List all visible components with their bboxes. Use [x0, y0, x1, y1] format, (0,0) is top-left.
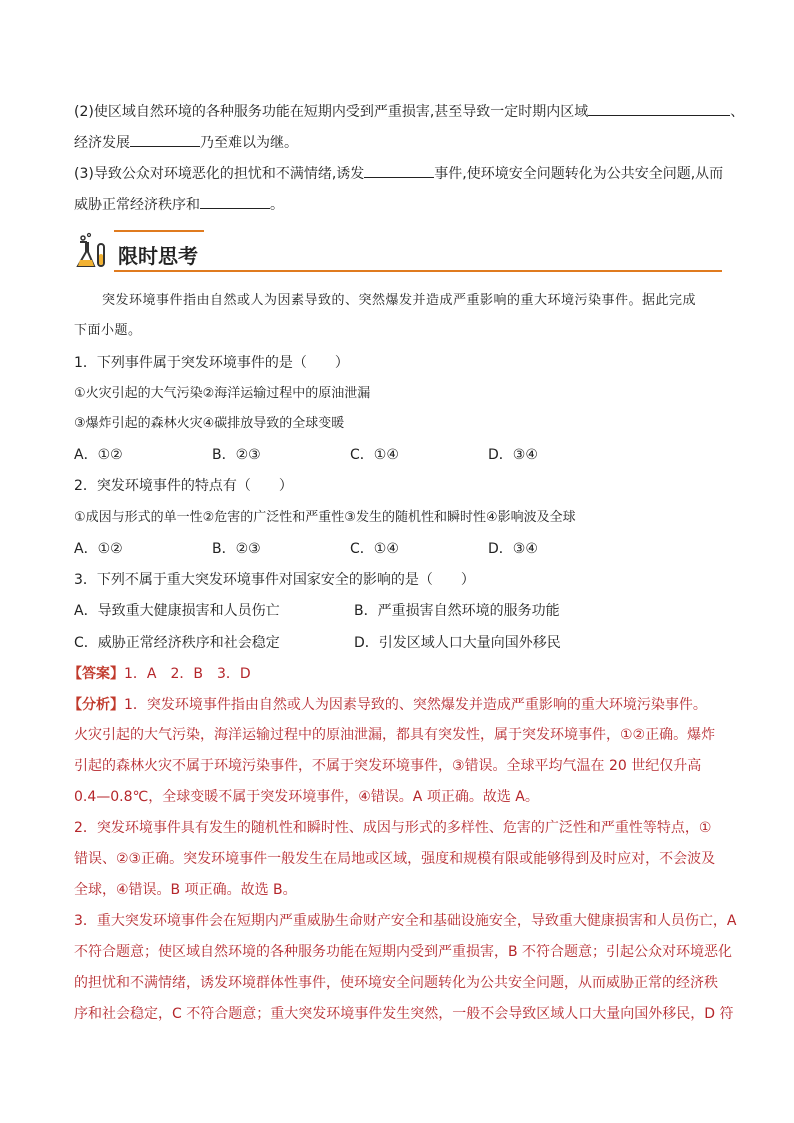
analysis-label: 【分析】	[68, 697, 124, 713]
option-c[interactable]: C．威胁正常经济秩序和社会稳定	[74, 635, 280, 651]
analysis-text: 引起的森林火灾不属于环境污染事件，不属于突发环境事件，③错误。全球平均气温在 20 世纪仅升高	[74, 758, 702, 774]
option-a[interactable]: A．①②	[74, 541, 123, 557]
question-3-stem: 3．下列不属于重大突发环境事件对国家安全的影响的是（ ）	[74, 572, 475, 588]
answer-text: 1．A 2．B 3．D	[124, 666, 251, 682]
question-3-options-row2	[74, 633, 561, 653]
fill-blank-line-2b	[74, 132, 298, 153]
answer-blank[interactable]	[130, 132, 200, 147]
analysis-text: 2．突发环境事件具有发生的随机性和瞬时性、成因与形式的多样性、危害的广泛性和严重性等特点，①	[74, 820, 712, 836]
text: 。	[270, 197, 284, 213]
question-2-items: ①成因与形式的单一性②危害的广泛性和严重性③发生的随机性和瞬时性④影响波及全球	[74, 510, 576, 525]
option-a[interactable]: A．①②	[74, 447, 123, 463]
fill-blank-line-3a	[74, 163, 723, 184]
text: 乃至难以为继。	[200, 135, 298, 151]
analysis-text: 全球，④错误。B 项正确。故选 B。	[74, 882, 297, 898]
question-2-options	[74, 539, 538, 559]
section-header	[68, 228, 722, 272]
answer-line	[68, 664, 251, 684]
option-c[interactable]: C．①④	[350, 447, 399, 463]
option-c[interactable]: C．①④	[350, 541, 399, 557]
analysis-text: 0.4—0.8℃，全球变暖不属于突发环境事件，④错误。A 项正确。故选 A。	[74, 789, 539, 805]
option-d[interactable]: D．③④	[488, 447, 538, 463]
answer-label: 【答案】	[68, 666, 124, 682]
question-2-stem: 2．突发环境事件的特点有（ ）	[74, 478, 293, 494]
analysis-text: 序和社会稳定，C 不符合题意；重大突发环境事件发生突然，一般不会导致区域人口大量向国外移民，D 符	[74, 1006, 734, 1022]
analysis-text: 1．突发环境事件指由自然或人为因素导致的、突然爆发并造成严重影响的重大环境污染事件。	[124, 697, 707, 713]
option-a[interactable]: A．导致重大健康损害和人员伤亡	[74, 603, 280, 619]
section-rule-top	[114, 230, 204, 232]
text: 威胁正常经济秩序和	[74, 197, 200, 213]
analysis-text: 火灾引起的大气污染，海洋运输过程中的原油泄漏，都具有突发性，属于突发环境事件，①②正确。爆炸	[74, 727, 716, 743]
option-b[interactable]: B．严重损害自然环境的服务功能	[354, 603, 560, 619]
answer-blank[interactable]	[364, 163, 434, 178]
text: (3)导致公众对环境恶化的担忧和不满情绪,诱发	[74, 166, 365, 182]
analysis-text: 不符合题意；使区域自然环境的各种服务功能在短期内受到严重损害，B 不符合题意；引起公众对环境恶化	[74, 944, 733, 960]
text: (2)使区域自然环境的各种服务功能在短期内受到严重损害,甚至导致一定时期内区域	[74, 104, 589, 120]
option-d[interactable]: D．引发区域人口大量向国外移民	[354, 635, 561, 651]
section-title: 限时思考	[118, 244, 198, 268]
option-b[interactable]: B．②③	[212, 447, 261, 463]
intro-line: 下面小题。	[74, 323, 142, 338]
question-1-options	[74, 445, 538, 465]
text: 事件,使环境安全问题转化为公共安全问题,从而	[434, 166, 724, 182]
section-rule	[114, 270, 722, 272]
fill-blank-line-3b	[74, 194, 284, 215]
question-1-items: ③爆炸引起的森林火灾④碳排放导致的全球变暖	[74, 416, 345, 431]
fill-blank-line-2a	[74, 101, 744, 122]
question-1-stem: 1．下列事件属于突发环境事件的是（ ）	[74, 355, 349, 371]
question-3-options-row1	[74, 601, 560, 621]
question-1-items: ①火灾引起的大气污染②海洋运输过程中的原油泄漏	[74, 386, 371, 401]
analysis-text: 的担忧和不满情绪，诱发环境群体性事件，使环境安全问题转化为公共安全问题，从而威胁正常的经济秩	[74, 975, 718, 991]
analysis-line	[68, 695, 707, 715]
answer-blank[interactable]	[588, 101, 730, 116]
text: 经济发展	[74, 135, 130, 151]
lab-flask-icon	[72, 232, 112, 270]
option-d[interactable]: D．③④	[488, 541, 538, 557]
option-b[interactable]: B．②③	[212, 541, 261, 557]
analysis-text: 3．重大突发环境事件会在短期内严重威胁生命财产安全和基础设施安全，导致重大健康损害和人员伤亡，A	[74, 913, 737, 929]
text: 、	[730, 104, 745, 120]
analysis-text: 错误、②③正确。突发环境事件一般发生在局地或区域，强度和规模有限或能够得到及时应对，不会波及	[74, 851, 716, 867]
answer-blank[interactable]	[200, 194, 270, 209]
intro-line: 突发环境事件指由自然或人为因素导致的、突然爆发并造成严重影响的重大环境污染事件。据此完成	[102, 293, 697, 308]
